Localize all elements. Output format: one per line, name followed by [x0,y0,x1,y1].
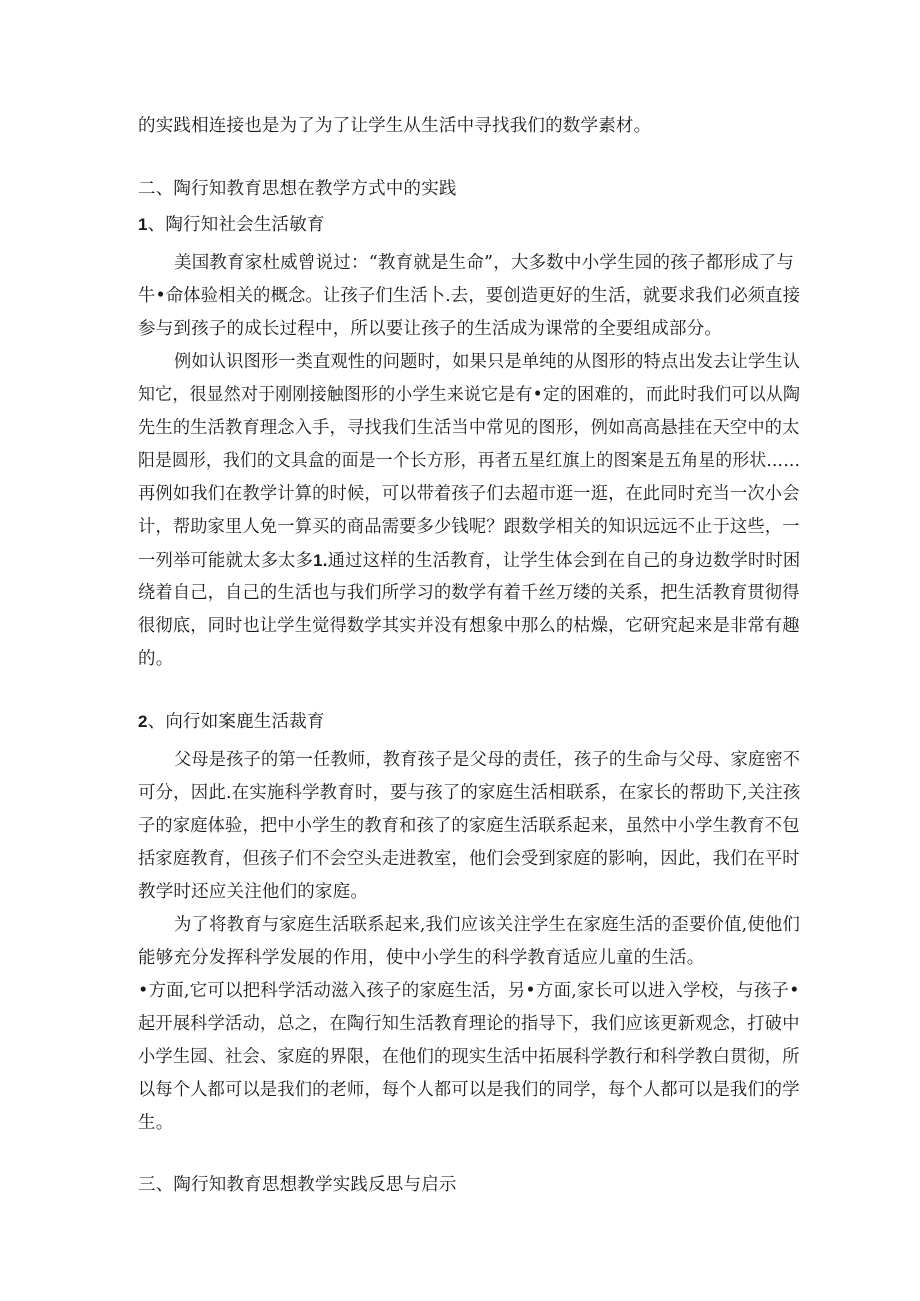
para1-line: 参与到孩子的成长过程中，所以要让孩子的生活成为课常的全要组成部分。 [138,319,723,339]
para2-line7-num: 1. [313,551,328,570]
para2-line: 先生的生活教育理念入手，寻找我们生活当中常见的图形，例如高高悬挂在天空中的太 [138,418,800,438]
para2-line: 知它，很显然对于刚刚接触图形的小学生来说它是有•定的困难的，而此时我们可以从陶 [138,385,801,405]
para1-line: 美国教育家杜威曾说过：“教育就是生命”，大多数中小学生园的孩子都形成了与 [174,253,795,273]
section3-title: 三、陶行知教育思想教学实践反思与启示 [138,1175,457,1195]
para2-line: 的。 [138,649,174,669]
intro-line: 的实践相连接也是为了为了让学生从生活中寻找我们的数学素材。 [138,116,652,136]
para1-line: 牛•命体验相关的概念。让孩子们生活卜.去，要创造更好的生活，就要求我们必须直接 [138,286,801,306]
para3-line: 子的家庭体验，把中小学生的教育和孩了的家庭生活联系起来，虽然中小学生教育不包 [138,816,800,836]
subsection-2-title: 、向行如案鹿生活裁育 [147,712,325,732]
para5-line: 生。 [138,1113,174,1133]
subsection-2-heading [138,713,325,732]
para5-line: 以每个人都可以是我们的老师，每个人都可以是我们的同学，每个人都可以是我们的学 [138,1080,800,1100]
para5-line: 起开展科学活动，总之，在陶行知生活教育理论的指导下，我们应该更新观念，打破中 [138,1014,800,1034]
subsection-1-title: 、陶行知社会生活敏育 [147,215,325,235]
para2-line7-pre: 一列举可能就太多太多 [138,551,314,571]
para3-line: 教学时还应关注他们的家庭。 [138,882,369,902]
para3-line: 括家庭教育，但孩子们不会空头走进教室，他们会受到家庭的影响，因此，我们在平时 [138,849,800,869]
subsection-2-number: 2 [138,712,148,731]
para3-line: 父母是孩子的第一任教师，教育孩子是父母的责任，孩子的生命与父母、家庭密不 [174,750,801,770]
para5-line: •方面,它可以把科学活动滋入孩子的家庭生活，另•方面,家长可以进入学校，与孩子• [138,981,800,1001]
para2-line: 再例如我们在教学计算的时候，可以带着孩子们去超市逛一逛，在此同时充当一次小会 [138,484,800,504]
section2-title: 二、陶行知教育思想在教学方式中的实践 [138,179,457,199]
para2-line: 绕着自己，自己的生活也与我们所学习的数学有着千丝万缕的关系，把生活教育贯彻得 [138,583,800,603]
para2-line [138,552,800,571]
para4-line: 为了将教育与家庭生活联系起来,我们应该关注学生在家庭生活的歪要价值,使他们 [174,915,801,935]
para2-line7-post: 通过这样的生活教育，让学生体会到在自己的身边数学时时困 [327,551,801,571]
para2-line: 阳是圆形，我们的文具盒的面是一个长方形，再者五星红旗上的图案是五角星的形状…… [138,451,801,471]
para4-line: 能够充分发挥科学发展的作用，使中小学生的科学教育适应儿童的生活。 [138,948,705,968]
para3-line: 可分，因此.在实施科学教育时，要与孩了的家庭生活相联系，在家长的帮助下,关注孩 [138,783,801,803]
para2-line: 很彻底，同时也让学生觉得数学其实并没有想象中那么的枯燥，它研究起来是非常有趣 [138,616,800,636]
para2-line: 例如认识图形一类直观性的问题时，如果只是单纯的从图形的特点出发去让学生认 [174,352,801,372]
para2-line: 计，帮助家里人免一算买的商品需要多少钱呢？跟数学相关的知识远远不止于这些，一 [138,517,800,537]
subsection-1-heading [138,216,325,235]
subsection-1-number: 1 [138,215,148,234]
para5-line: 小学生园、社会、家庭的界限，在他们的现实生活中拓展科学教行和科学教白贯彻，所 [138,1047,800,1067]
